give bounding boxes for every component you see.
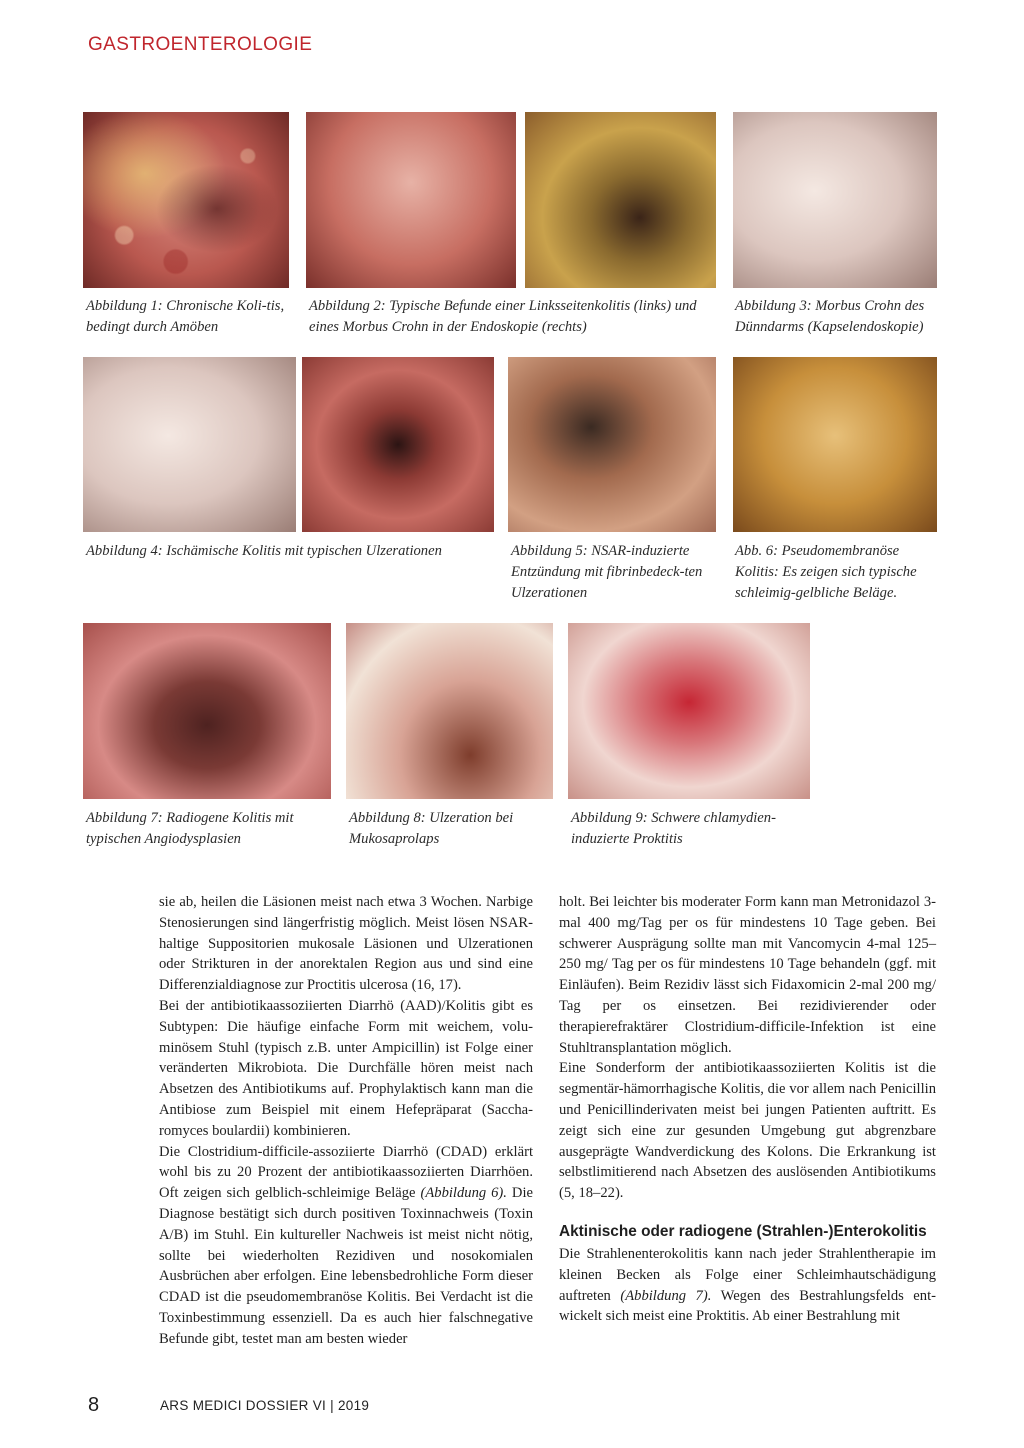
- figure-7-caption: Abbildung 7: Radiogene Kolitis mit typischen Angiodysplasien: [86, 810, 294, 847]
- figure-1-image: [83, 112, 289, 288]
- figure-2-caption: Abbildung 2: Typische Befunde einer Linksseitenkolitis (links) und eines Morbus Crohn in der Endoskopie (rechts): [309, 298, 697, 335]
- page-number: 8: [88, 1394, 100, 1416]
- figure-4-right-image: [302, 357, 494, 532]
- figure-3-image: [733, 112, 937, 288]
- body-right-paragraph-2: Eine Sonderform der antibiotikaassoziierten Kolitis ist die segmentär-hämorrhagische Kolitis, die vor allem nach Penicillin und Penicillinderivaten meist bei jungen Patienten auftritt. Es zeigt sich eine zur gesunden Umgebung gut abgrenzbare ausgeprägte Wandverdickung des Kolons. Die Erkrankung ist selbstlimitierend nach Absetzen des auslösenden Antibiotikums (5, 18–22).: [559, 1060, 936, 1202]
- figure-6-caption: Abb. 6: Pseudomembranöse Kolitis: Es zeigen sich typische schleimig-gelbliche Beläge.: [735, 543, 917, 601]
- section-heading: Aktinische oder radiogene (Strahlen-)Enterokolitis: [559, 1222, 927, 1240]
- journal-footer: ARS MEDICI DOSSIER VI | 2019: [160, 1398, 370, 1413]
- figure-5-caption: Abbildung 5: NSAR-induzierte Entzündung mit fibrinbedeck-ten Ulzerationen: [511, 543, 703, 601]
- body-left-paragraph-3: Die Clostridium-difficile-assoziierte Diarrhö (CDAD) erklärt wohl bis zu 20 Prozent der antibiotikaassoziierten Diarrhöen. Oft zeigen sich gelblich-schleimige Beläge (Abbildung 6). Die Diagnose bestätigt sich durch positiven Toxinnachweis (Toxin A/B) im Stuhl. Ein kultureller Nachweis ist meist nicht nötig, sollte bei wiederholten Rezidiven und nosokomialen Ausbrüchen aber erfolgen. Eine lebensbedrohliche Form dieser CDAD ist die pseudomembranöse Kolitis. Bei Verdacht ist die Toxinbestimmung essenziell. Da es auch hier falschnegative Befunde gibt, testet man am besten wieder: [159, 1143, 533, 1347]
- figure-reference: (Abbildung 6).: [420, 1185, 507, 1202]
- body-right-paragraph-1: holt. Bei leichter bis moderater Form kann man Metronidazol 3-mal 400 mg/Tag per os für mindestens 10 Tage geben. Bei schwerer Ausprägung sollte man mit Vancomycin 4-mal 125–250 mg/ Tag per os für mindestens 10 Tage behandeln (ggf. mit Einläufen). Beim Rezidiv lässt sich Fidaxomicin 2-mal 200 mg/ Tag per os einsetzen. Bei rezidivierender oder therapierefraktärer Clostridium-difficile-Infektion ist eine Stuhltransplantation möglich.: [559, 894, 936, 1056]
- body-left-paragraph-1: sie ab, heilen die Läsionen meist nach etwa 3 Wochen. Narbige Stenosierungen sind längerfristig möglich. Meist lösen NSAR-haltige Suppositorien mukosale Läsionen und Ulzerationen oder Strikturen in der anorektalen Region aus und sind eine Differenzialdiagnose zur Proctitis ulcerosa (16, 17).: [159, 894, 533, 994]
- figure-5-image: [508, 357, 716, 532]
- section-header: GASTROENTEROLOGIE: [88, 34, 313, 55]
- figure-1-caption: Abbildung 1: Chronische Koli-tis, bedingt durch Amöben: [86, 298, 285, 335]
- figure-3-caption: Abbildung 3: Morbus Crohn des Dünndarms (Kapselendoskopie): [735, 298, 925, 335]
- figure-6-image: [733, 357, 937, 532]
- body-column-left: [159, 892, 533, 1350]
- figure-2-left-image: [306, 112, 516, 288]
- figure-8-image: [346, 623, 553, 799]
- figure-reference: (Abbildung 7).: [620, 1287, 712, 1304]
- figure-7-image: [83, 623, 331, 799]
- figure-8-caption: Abbildung 8: Ulzeration bei Mukosaprolaps: [349, 810, 514, 847]
- figure-4-caption: Abbildung 4: Ischämische Kolitis mit typischen Ulzerationen: [86, 543, 442, 559]
- body-column-right: [559, 892, 936, 1327]
- body-right-paragraph-3: Die Strahlenenterokolitis kann nach jeder Strahlentherapie im kleinen Becken als Folge einer Schleimhautschädigung auftreten (Abbildung 7). Wegen des Bestrahlungsfelds entwickelt sich meist eine Proktitis. Ab einer Bestrahlung mit: [559, 1245, 936, 1325]
- figure-9-caption: Abbildung 9: Schwere chlamydien-induzierte Proktitis: [571, 810, 776, 847]
- figure-4-left-image: [83, 357, 296, 532]
- body-left-paragraph-2: Bei der antibiotikaassoziierten Diarrhö (AAD)/Kolitis gibt es Subtypen: Die häufige einfache Form mit weichem, voluminösem Stuhl (typisch z.B. unter Ampicillin) ist Folge einer veränderten Mikrobiota. Die Durchfälle hören meist nach Absetzen des Antibiotikums auf. Prophylaktisch kann man die Antibiose zum Beispiel mit einem Hefepräparat (Saccharomyces boulardii) kombinieren.: [159, 997, 533, 1139]
- figure-9-image: [568, 623, 810, 799]
- figure-2-right-image: [525, 112, 716, 288]
